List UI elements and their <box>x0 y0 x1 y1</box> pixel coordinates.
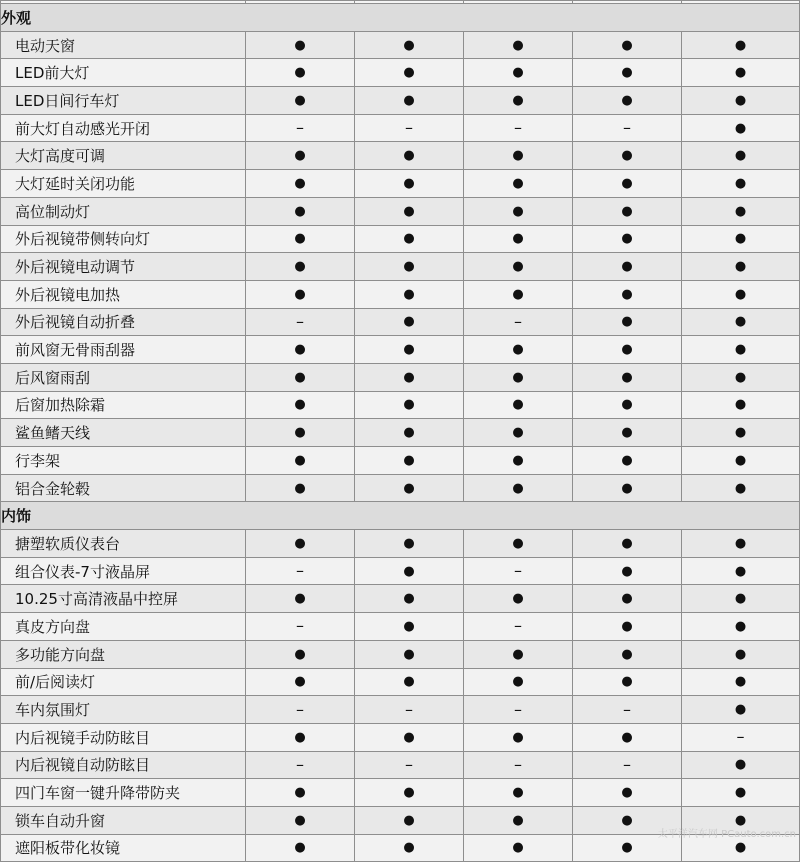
standard-dot-icon: ● <box>682 391 800 419</box>
standard-dot-icon: ● <box>355 170 464 198</box>
standard-dot-icon: ● <box>682 87 800 115</box>
standard-dot-icon: ● <box>355 474 464 502</box>
standard-dot-icon: ● <box>246 363 355 391</box>
standard-dot-icon: ● <box>573 530 682 558</box>
standard-dot-icon: ● <box>573 779 682 807</box>
standard-dot-icon: ● <box>682 419 800 447</box>
feature-name: 内后视镜自动防眩目 <box>1 751 246 779</box>
standard-dot-icon: ● <box>355 640 464 668</box>
standard-dot-icon: ● <box>464 170 573 198</box>
standard-dot-icon: ● <box>355 668 464 696</box>
standard-dot-icon: ● <box>682 253 800 281</box>
table-row <box>1 668 800 696</box>
standard-dot-icon: ● <box>246 253 355 281</box>
table-row <box>1 391 800 419</box>
standard-dot-icon: ● <box>246 87 355 115</box>
standard-dot-icon: ● <box>355 31 464 59</box>
standard-dot-icon: ● <box>682 696 800 724</box>
standard-dot-icon: ● <box>355 363 464 391</box>
not-available-mark: – <box>573 114 682 142</box>
standard-dot-icon: ● <box>573 31 682 59</box>
table-row <box>1 142 800 170</box>
table-row <box>1 557 800 585</box>
standard-dot-icon: ● <box>246 391 355 419</box>
not-available-mark: – <box>682 723 800 751</box>
standard-dot-icon: ● <box>246 806 355 834</box>
standard-dot-icon: ● <box>355 834 464 862</box>
standard-dot-icon: ● <box>682 142 800 170</box>
standard-dot-icon: ● <box>464 280 573 308</box>
feature-name: 外后视镜电加热 <box>1 280 246 308</box>
feature-name: 后窗加热除霜 <box>1 391 246 419</box>
standard-dot-icon: ● <box>573 640 682 668</box>
standard-dot-icon: ● <box>464 530 573 558</box>
section-header <box>1 4 800 32</box>
feature-name: 高位制动灯 <box>1 197 246 225</box>
standard-dot-icon: ● <box>682 280 800 308</box>
standard-dot-icon: ● <box>464 363 573 391</box>
not-available-mark: – <box>246 696 355 724</box>
not-available-mark: – <box>464 613 573 641</box>
standard-dot-icon: ● <box>246 834 355 862</box>
table-row <box>1 336 800 364</box>
table-row <box>1 87 800 115</box>
standard-dot-icon: ● <box>355 253 464 281</box>
table-row <box>1 170 800 198</box>
standard-dot-icon: ● <box>573 834 682 862</box>
standard-dot-icon: ● <box>682 225 800 253</box>
feature-name: LED日间行车灯 <box>1 87 246 115</box>
table-row <box>1 585 800 613</box>
standard-dot-icon: ● <box>355 87 464 115</box>
standard-dot-icon: ● <box>464 668 573 696</box>
standard-dot-icon: ● <box>573 253 682 281</box>
standard-dot-icon: ● <box>682 779 800 807</box>
standard-dot-icon: ● <box>246 723 355 751</box>
standard-dot-icon: ● <box>246 31 355 59</box>
standard-dot-icon: ● <box>246 280 355 308</box>
standard-dot-icon: ● <box>682 613 800 641</box>
feature-name: 遮阳板带化妆镜 <box>1 834 246 862</box>
section-title: 内饰 <box>1 502 800 530</box>
standard-dot-icon: ● <box>573 613 682 641</box>
standard-dot-icon: ● <box>682 447 800 475</box>
not-available-mark: – <box>246 557 355 585</box>
standard-dot-icon: ● <box>682 336 800 364</box>
standard-dot-icon: ● <box>573 391 682 419</box>
feature-name: 真皮方向盘 <box>1 613 246 641</box>
standard-dot-icon: ● <box>355 723 464 751</box>
standard-dot-icon: ● <box>573 585 682 613</box>
standard-dot-icon: ● <box>246 447 355 475</box>
table-row <box>1 253 800 281</box>
standard-dot-icon: ● <box>355 530 464 558</box>
standard-dot-icon: ● <box>355 447 464 475</box>
table-row <box>1 696 800 724</box>
standard-dot-icon: ● <box>682 751 800 779</box>
not-available-mark: – <box>246 613 355 641</box>
standard-dot-icon: ● <box>355 585 464 613</box>
standard-dot-icon: ● <box>246 225 355 253</box>
not-available-mark: – <box>355 751 464 779</box>
feature-name: 大灯高度可调 <box>1 142 246 170</box>
standard-dot-icon: ● <box>355 613 464 641</box>
standard-dot-icon: ● <box>464 585 573 613</box>
standard-dot-icon: ● <box>246 142 355 170</box>
table-row <box>1 530 800 558</box>
table-row <box>1 114 800 142</box>
table-row <box>1 474 800 502</box>
standard-dot-icon: ● <box>355 197 464 225</box>
table-row <box>1 225 800 253</box>
section-title: 外观 <box>1 4 800 32</box>
standard-dot-icon: ● <box>573 197 682 225</box>
feature-name: 后风窗雨刮 <box>1 363 246 391</box>
feature-name: 前大灯自动感光开闭 <box>1 114 246 142</box>
not-available-mark: – <box>246 751 355 779</box>
standard-dot-icon: ● <box>573 723 682 751</box>
standard-dot-icon: ● <box>682 308 800 336</box>
standard-dot-icon: ● <box>464 142 573 170</box>
table-row <box>1 419 800 447</box>
feature-name: 电动天窗 <box>1 31 246 59</box>
standard-dot-icon: ● <box>682 668 800 696</box>
feature-name: 鲨鱼鳍天线 <box>1 419 246 447</box>
not-available-mark: – <box>464 114 573 142</box>
standard-dot-icon: ● <box>573 668 682 696</box>
standard-dot-icon: ● <box>682 170 800 198</box>
standard-dot-icon: ● <box>355 59 464 87</box>
standard-dot-icon: ● <box>246 59 355 87</box>
standard-dot-icon: ● <box>355 225 464 253</box>
standard-dot-icon: ● <box>355 336 464 364</box>
not-available-mark: – <box>246 308 355 336</box>
feature-name: 外后视镜电动调节 <box>1 253 246 281</box>
table-row <box>1 59 800 87</box>
not-available-mark: – <box>573 751 682 779</box>
standard-dot-icon: ● <box>573 557 682 585</box>
table-row <box>1 363 800 391</box>
standard-dot-icon: ● <box>464 640 573 668</box>
table-row <box>1 640 800 668</box>
not-available-mark: – <box>464 751 573 779</box>
standard-dot-icon: ● <box>355 557 464 585</box>
feature-name: 组合仪表-7寸液晶屏 <box>1 557 246 585</box>
standard-dot-icon: ● <box>573 170 682 198</box>
standard-dot-icon: ● <box>682 640 800 668</box>
standard-dot-icon: ● <box>682 59 800 87</box>
standard-dot-icon: ● <box>573 447 682 475</box>
standard-dot-icon: ● <box>246 170 355 198</box>
not-available-mark: – <box>355 114 464 142</box>
standard-dot-icon: ● <box>573 806 682 834</box>
standard-dot-icon: ● <box>682 585 800 613</box>
standard-dot-icon: ● <box>355 391 464 419</box>
table-row <box>1 751 800 779</box>
not-available-mark: – <box>355 696 464 724</box>
standard-dot-icon: ● <box>464 779 573 807</box>
standard-dot-icon: ● <box>573 308 682 336</box>
standard-dot-icon: ● <box>246 197 355 225</box>
standard-dot-icon: ● <box>573 336 682 364</box>
watermark: 太平洋汽车网 PCauto.com.cn <box>658 825 796 840</box>
standard-dot-icon: ● <box>682 31 800 59</box>
standard-dot-icon: ● <box>682 834 800 862</box>
feature-name: 行李架 <box>1 447 246 475</box>
feature-name: 四门车窗一键升降带防夹 <box>1 779 246 807</box>
standard-dot-icon: ● <box>464 806 573 834</box>
feature-name: 搪塑软质仪表台 <box>1 530 246 558</box>
feature-name: 外后视镜带侧转向灯 <box>1 225 246 253</box>
feature-name: LED前大灯 <box>1 59 246 87</box>
standard-dot-icon: ● <box>464 31 573 59</box>
table-row <box>1 613 800 641</box>
standard-dot-icon: ● <box>246 640 355 668</box>
standard-dot-icon: ● <box>355 779 464 807</box>
standard-dot-icon: ● <box>682 474 800 502</box>
table-row <box>1 308 800 336</box>
standard-dot-icon: ● <box>573 225 682 253</box>
standard-dot-icon: ● <box>246 419 355 447</box>
standard-dot-icon: ● <box>682 363 800 391</box>
standard-dot-icon: ● <box>246 336 355 364</box>
feature-name: 车内氛围灯 <box>1 696 246 724</box>
feature-name: 外后视镜自动折叠 <box>1 308 246 336</box>
not-available-mark: – <box>246 114 355 142</box>
feature-name: 多功能方向盘 <box>1 640 246 668</box>
standard-dot-icon: ● <box>682 114 800 142</box>
feature-name: 10.25寸高清液晶中控屏 <box>1 585 246 613</box>
table-row <box>1 197 800 225</box>
feature-name: 前风窗无骨雨刮器 <box>1 336 246 364</box>
not-available-mark: – <box>464 557 573 585</box>
feature-name: 铝合金轮毂 <box>1 474 246 502</box>
standard-dot-icon: ● <box>573 419 682 447</box>
table-row <box>1 447 800 475</box>
feature-name: 内后视镜手动防眩目 <box>1 723 246 751</box>
standard-dot-icon: ● <box>246 779 355 807</box>
table-row <box>1 31 800 59</box>
standard-dot-icon: ● <box>464 225 573 253</box>
standard-dot-icon: ● <box>464 59 573 87</box>
not-available-mark: – <box>573 696 682 724</box>
standard-dot-icon: ● <box>246 585 355 613</box>
standard-dot-icon: ● <box>464 253 573 281</box>
section-header <box>1 502 800 530</box>
standard-dot-icon: ● <box>246 668 355 696</box>
standard-dot-icon: ● <box>464 723 573 751</box>
standard-dot-icon: ● <box>246 474 355 502</box>
table-row <box>1 779 800 807</box>
standard-dot-icon: ● <box>464 447 573 475</box>
not-available-mark: – <box>464 696 573 724</box>
standard-dot-icon: ● <box>464 474 573 502</box>
standard-dot-icon: ● <box>464 391 573 419</box>
standard-dot-icon: ● <box>682 530 800 558</box>
feature-name: 前/后阅读灯 <box>1 668 246 696</box>
standard-dot-icon: ● <box>464 197 573 225</box>
standard-dot-icon: ● <box>682 197 800 225</box>
standard-dot-icon: ● <box>682 806 800 834</box>
standard-dot-icon: ● <box>573 363 682 391</box>
standard-dot-icon: ● <box>464 336 573 364</box>
standard-dot-icon: ● <box>464 419 573 447</box>
standard-dot-icon: ● <box>355 142 464 170</box>
table-row <box>1 723 800 751</box>
standard-dot-icon: ● <box>573 474 682 502</box>
standard-dot-icon: ● <box>573 87 682 115</box>
not-available-mark: – <box>464 308 573 336</box>
feature-name: 锁车自动升窗 <box>1 806 246 834</box>
standard-dot-icon: ● <box>682 557 800 585</box>
table-row <box>1 280 800 308</box>
standard-dot-icon: ● <box>573 142 682 170</box>
standard-dot-icon: ● <box>355 806 464 834</box>
feature-name: 大灯延时关闭功能 <box>1 170 246 198</box>
standard-dot-icon: ● <box>355 280 464 308</box>
standard-dot-icon: ● <box>246 530 355 558</box>
standard-dot-icon: ● <box>464 87 573 115</box>
standard-dot-icon: ● <box>464 834 573 862</box>
standard-dot-icon: ● <box>573 280 682 308</box>
standard-dot-icon: ● <box>355 419 464 447</box>
standard-dot-icon: ● <box>573 59 682 87</box>
standard-dot-icon: ● <box>355 308 464 336</box>
